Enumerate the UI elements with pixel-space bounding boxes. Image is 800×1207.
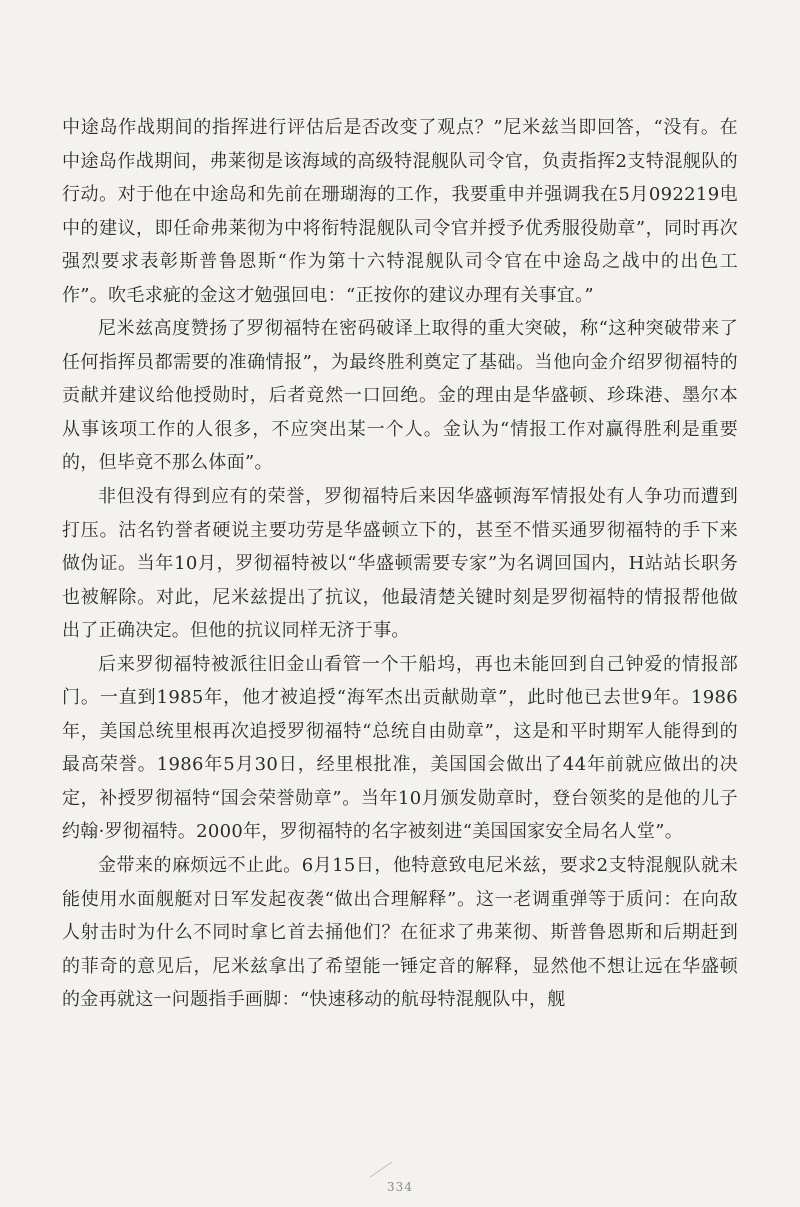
paragraph-5: 金带来的麻烦远不止此。6月15日，他特意致电尼米兹，要求2支特混舰队就未能使用水面舰艇对日军发起夜袭“做出合理解释”。这一老调重弹等于质问：在向敌人射击时为什么不同时拿匕首去捅他们？在征求了弗莱彻、斯普鲁恩斯和后期赶到的菲奇的意见后，尼米兹拿出了希望能一锤定音的解释，显然他不想让远在华盛顿的金再就这一问题指手画脚：“快速移动的航母特混舰队中，舰 bbox=[62, 855, 738, 1011]
paragraph-1: 中途岛作战期间的指挥进行评估后是否改变了观点？”尼米兹当即回答，“没有。在中途岛作战期间，弗莱彻是该海域的高级特混舰队司令官，负责指挥2支特混舰队的行动。对于他在中途岛和先前在珊瑚海的工作，我要重申并强调我在5月092219电中的建议，即任命弗莱彻为中将衔特混舰队司令官并授予优秀服役勋章”，同时再次强烈要求表彰斯普鲁恩斯“作为第十六特混舰队司令官在中途岛之战中的出色工作”。吹毛求疵的金这才勉强回电：“正按你的建议办理有关事宜。” bbox=[62, 117, 738, 306]
paragraph-2: 尼米兹高度赞扬了罗彻福特在密码破译上取得的重大突破，称“这种突破带来了任何指挥员都需要的准确情报”，为最终胜利奠定了基础。当他向金介绍罗彻福特的贡献并建议给他授勋时，后者竟然一口回绝。金的理由是华盛顿、珍珠港、墨尔本从事该项工作的人很多，不应突出某一个人。金认为“情报工作对赢得胜利是重要的，但毕竟不那么体面”。 bbox=[62, 318, 738, 474]
paragraph-3: 非但没有得到应有的荣誉，罗彻福特后来因华盛顿海军情报处有人争功而遭到打压。沽名钓誉者硬说主要功劳是华盛顿立下的，甚至不惜买通罗彻福特的手下来做伪证。当年10月，罗彻福特被以“华盛顿需要专家”为名调回国内，H站站长职务也被解除。对此，尼米兹提出了抗议，他最清楚关键时刻是罗彻福特的情报帮他做出了正确决定。但他的抗议同样无济于事。 bbox=[62, 486, 738, 642]
body-text bbox=[62, 111, 738, 1017]
page-number-mark bbox=[370, 1162, 392, 1178]
page-number: 334 bbox=[387, 1180, 413, 1194]
paragraph-4: 后来罗彻福特被派往旧金山看管一个干船坞，再也未能回到自己钟爱的情报部门。一直到1985年，他才被追授“海军杰出贡献勋章”，此时他已去世9年。1986年，美国总统里根再次追授罗彻福特“总统自由勋章”，这是和平时期军人能得到的最高荣誉。1986年5月30日，经里根批准，美国国会做出了44年前就应做出的决定，补授罗彻福特“国会荣誉勋章”。当年10月颁发勋章时，登台领奖的是他的儿子约翰·罗彻福特。2000年，罗彻福特的名字被刻进“美国国家安全局名人堂”。 bbox=[62, 653, 738, 843]
